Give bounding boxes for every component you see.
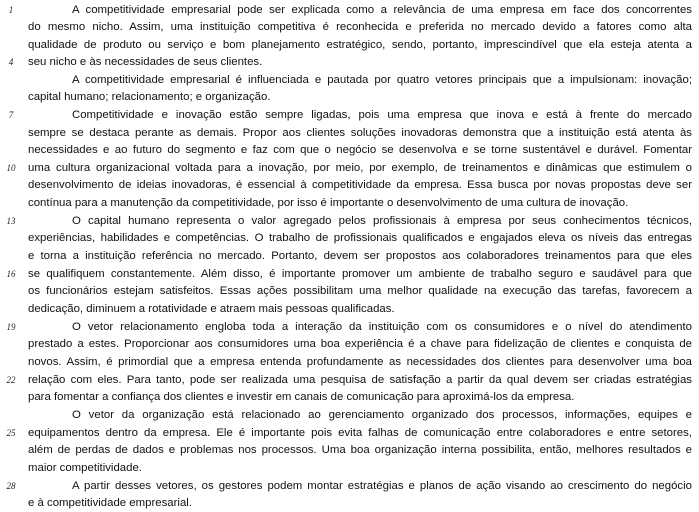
line-number: 10 <box>6 163 16 173</box>
text-line: além de perdas de dados e problemas nos processos. Uma boa organização interna possibilita, então, melhores resultados e <box>28 444 692 456</box>
text-line: O vetor da organização está relacionado ao gerenciamento organizado dos processos, informações, equipes e <box>72 409 692 421</box>
text-line: maior competitividade. <box>28 462 142 474</box>
text-line: desenvolvimento de ideias inovadoras, é essencial à competitividade da empresa. Essa busca por novas propostas deve ser <box>28 179 692 191</box>
line-number: 25 <box>6 428 16 438</box>
text-line: para fomentar a confiança dos clientes e investir em canais de comunicação para aproximá-los da empresa. <box>28 391 575 403</box>
line-number: 22 <box>6 375 16 385</box>
text-line: equipamentos dentro da empresa. Ele é importante pois evita falhas de comunicação entre colaboradores e entre setores, <box>28 427 692 439</box>
text-line: Competitividade e inovação estão sempre ligadas, pois uma empresa que inova e está à frente do mercado <box>72 109 692 121</box>
text-line: do mesmo nicho. Assim, uma instituição competitiva é reconhecida e preferida no mercado devido a fatores como alta <box>28 21 692 33</box>
text-line: O vetor relacionamento engloba toda a interação da instituição com os consumidores e o nível do atendimento <box>72 321 692 333</box>
text-line: O capital humano representa o valor agregado pelos profissionais à empresa por seus conhecimentos técnicos, <box>72 215 692 227</box>
text-line: e à competitividade empresarial. <box>28 497 192 509</box>
text-line: contínua para a manutenção da competitividade, por isso é importante o desenvolvimento de uma cultura de inovação. <box>28 197 629 209</box>
text-line: qualidade de produto ou serviço e bom planejamento estratégico, sendo, portanto, imprescindível que ela esteja atenta a <box>28 39 692 51</box>
text-line: uma cultura organizacional voltada para a inovação, por meio, por exemplo, de treinamentos e dinâmicas que estimulem o <box>28 162 692 174</box>
text-line: os funcionários estejam satisfeitos. Essas ações possibilitam uma melhor qualidade na execução das tarefas, favorecem a <box>28 285 692 297</box>
line-number: 19 <box>6 322 16 332</box>
text-line: relação com eles. Para tanto, pode ser realizada uma pesquisa de satisfação a partir da qual devem ser criadas estratégias <box>28 374 692 386</box>
text-line: sempre se destaca perante as demais. Propor aos clientes soluções inovadoras demonstra que a instituição está atenta às <box>28 127 692 139</box>
text-line: A partir desses vetores, os gestores podem montar estratégias e planos de ação visando ao crescimento do negócio <box>72 480 692 492</box>
text-line: prestado a estes. Proporcionar aos consumidores uma boa experiência é a chave para fidelização de clientes e conquista de <box>28 338 692 350</box>
text-line: experiências, habilidades e competências. O trabalho de profissionais qualificados e engajados eleva os níveis das entregas <box>28 232 692 244</box>
text-line: A competitividade empresarial é influenciada e pautada por quatro vetores principais que a impulsionam: inovação; <box>72 74 692 86</box>
line-number: 4 <box>8 57 14 67</box>
text-line: novos. Assim, é primordial que a empresa entenda profundamente as necessidades dos clientes para desenvolver uma boa <box>28 356 692 368</box>
line-number: 1 <box>8 5 14 15</box>
text-line: necessidades e ao futuro do segmento e faz com que o negócio se desenvolva e se torne sustentável e durável. Fomentar <box>28 144 692 156</box>
line-number: 7 <box>8 110 14 120</box>
text-line: A competitividade empresarial pode ser explicada como a relevância de uma empresa em face dos concorrentes <box>72 4 692 16</box>
text-line: e torna a instituição referência no mercado. Portanto, devem ser propostos aos colaboradores treinamentos para que eles <box>28 250 692 262</box>
line-number: 28 <box>6 481 16 491</box>
text-line: seu nicho e às necessidades de seus clientes. <box>28 56 263 68</box>
text-line: se qualifiquem constantemente. Além disso, é importante promover um ambiente de trabalho seguro e saudável para que <box>28 268 692 280</box>
line-number: 13 <box>6 216 16 226</box>
text-line: capital humano; relacionamento; e organização. <box>28 91 271 103</box>
text-line: dedicação, diminuem a rotatividade e atraem mais pessoas qualificadas. <box>28 303 395 315</box>
line-number: 16 <box>6 269 16 279</box>
